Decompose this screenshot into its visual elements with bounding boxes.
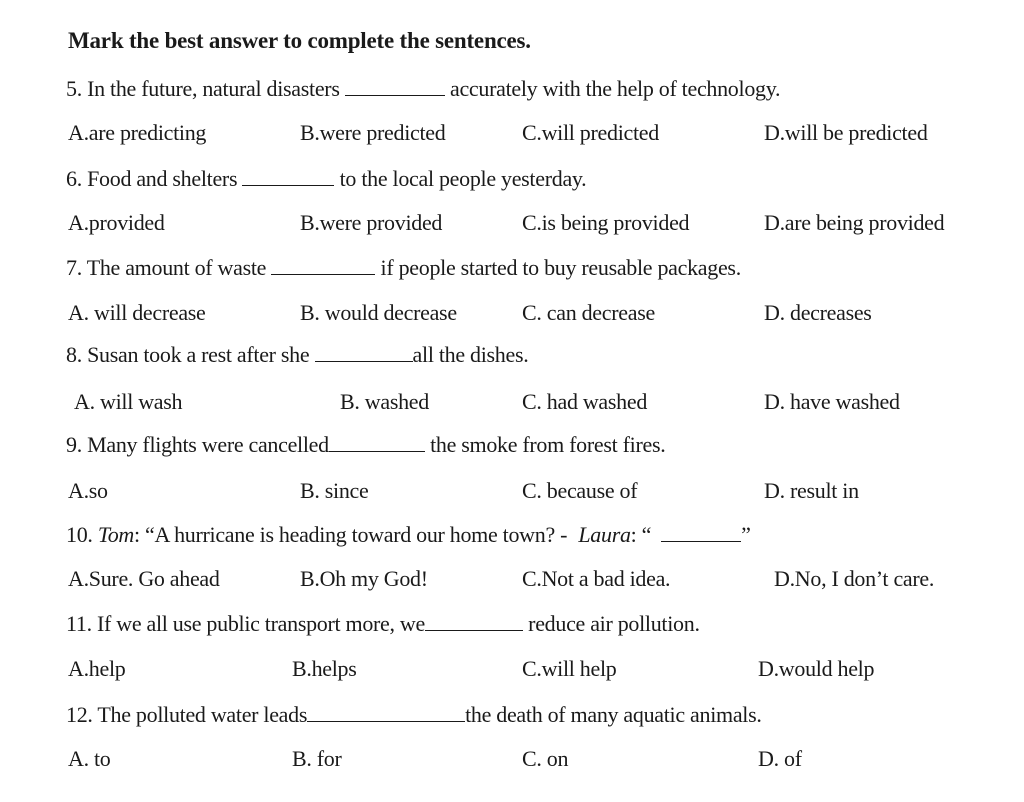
option-c[interactable]: C. because of [522, 478, 638, 503]
option-a[interactable]: A.are predicting [68, 120, 207, 145]
question-text-after: accurately with the help of technology. [450, 76, 781, 101]
option-b[interactable]: B. for [292, 746, 342, 771]
option-c[interactable]: C.is being provided [522, 210, 690, 235]
option-d[interactable]: D. have washed [764, 389, 900, 414]
option-b[interactable]: B. since [300, 478, 369, 503]
option-d[interactable]: D. of [758, 746, 802, 771]
question-text-after: the smoke from forest fires. [430, 432, 666, 457]
question-text-after: if people started to buy reusable packages. [380, 255, 741, 280]
question-text-before: Many flights were cancelled [87, 432, 329, 457]
question-number: 12. [66, 702, 93, 727]
answer-blank [307, 705, 465, 722]
dialogue-line-1: : “A hurricane is heading toward our home town? - [134, 522, 568, 547]
answer-blank [329, 435, 425, 452]
question-text-before: Food and shelters [87, 166, 238, 191]
question-12 [66, 702, 762, 728]
question-7 [66, 255, 741, 281]
question-text-before: If we all use public transport more, we [97, 611, 425, 636]
question-text-before: The amount of waste [86, 255, 267, 280]
answer-blank [345, 79, 445, 96]
option-d[interactable]: D.would help [758, 656, 875, 681]
question-number: 9. [66, 432, 82, 457]
option-c[interactable]: C.will help [522, 656, 617, 681]
question-9 [66, 432, 665, 458]
question-number: 6. [66, 166, 82, 191]
option-d[interactable]: D.will be predicted [764, 120, 928, 145]
answer-blank [315, 345, 413, 362]
page-title: Mark the best answer to complete the sentences. [68, 28, 531, 53]
option-a[interactable]: A. will decrease [68, 300, 206, 325]
answer-blank [661, 525, 741, 542]
option-c[interactable]: C.will predicted [522, 120, 659, 145]
option-a[interactable]: A. will wash [74, 389, 183, 414]
option-b[interactable]: B. would decrease [300, 300, 457, 325]
option-a[interactable]: A.so [68, 478, 108, 503]
question-5 [66, 76, 780, 102]
question-text-after: all the dishes. [412, 342, 529, 367]
option-b[interactable]: B.were provided [300, 210, 443, 235]
option-a[interactable]: A. to [68, 746, 111, 771]
option-b[interactable]: B. washed [340, 389, 429, 414]
option-c[interactable]: C. had washed [522, 389, 648, 414]
question-number: 7. [66, 255, 82, 280]
option-d[interactable]: D.No, I don’t care. [774, 566, 935, 591]
speaker-laura: Laura [578, 522, 631, 547]
option-c[interactable]: C. can decrease [522, 300, 655, 325]
speaker-tom: Tom [97, 522, 135, 547]
question-text-after: reduce air pollution. [528, 611, 700, 636]
question-text-after: the death of many aquatic animals. [465, 702, 762, 727]
question-10 [66, 522, 751, 548]
answer-blank [425, 614, 523, 631]
question-text-before: In the future, natural disasters [87, 76, 340, 101]
question-number: 11. [66, 611, 92, 636]
option-c[interactable]: C. on [522, 746, 569, 771]
dialogue-open-quote: : “ [630, 522, 652, 547]
option-b[interactable]: B.Oh my God! [300, 566, 428, 591]
answer-blank [271, 258, 375, 275]
option-d[interactable]: D.are being provided [764, 210, 945, 235]
question-text-after: to the local people yesterday. [339, 166, 587, 191]
option-d[interactable]: D. decreases [764, 300, 872, 325]
option-a[interactable]: A.provided [68, 210, 165, 235]
question-text-before: The polluted water leads [97, 702, 308, 727]
question-11 [66, 611, 700, 637]
answer-blank [242, 169, 334, 186]
option-b[interactable]: B.helps [292, 656, 357, 681]
question-6 [66, 166, 586, 192]
question-number: 8. [66, 342, 82, 367]
question-number: 5. [66, 76, 82, 101]
option-d[interactable]: D. result in [764, 478, 859, 503]
option-b[interactable]: B.were predicted [300, 120, 446, 145]
dialogue-close-quote: ” [741, 522, 751, 547]
option-a[interactable]: A.help [68, 656, 126, 681]
question-text-before: Susan took a rest after she [87, 342, 310, 367]
option-a[interactable]: A.Sure. Go ahead [68, 566, 220, 591]
option-c[interactable]: C.Not a bad idea. [522, 566, 671, 591]
question-number: 10. [66, 522, 93, 547]
question-8 [66, 342, 528, 368]
